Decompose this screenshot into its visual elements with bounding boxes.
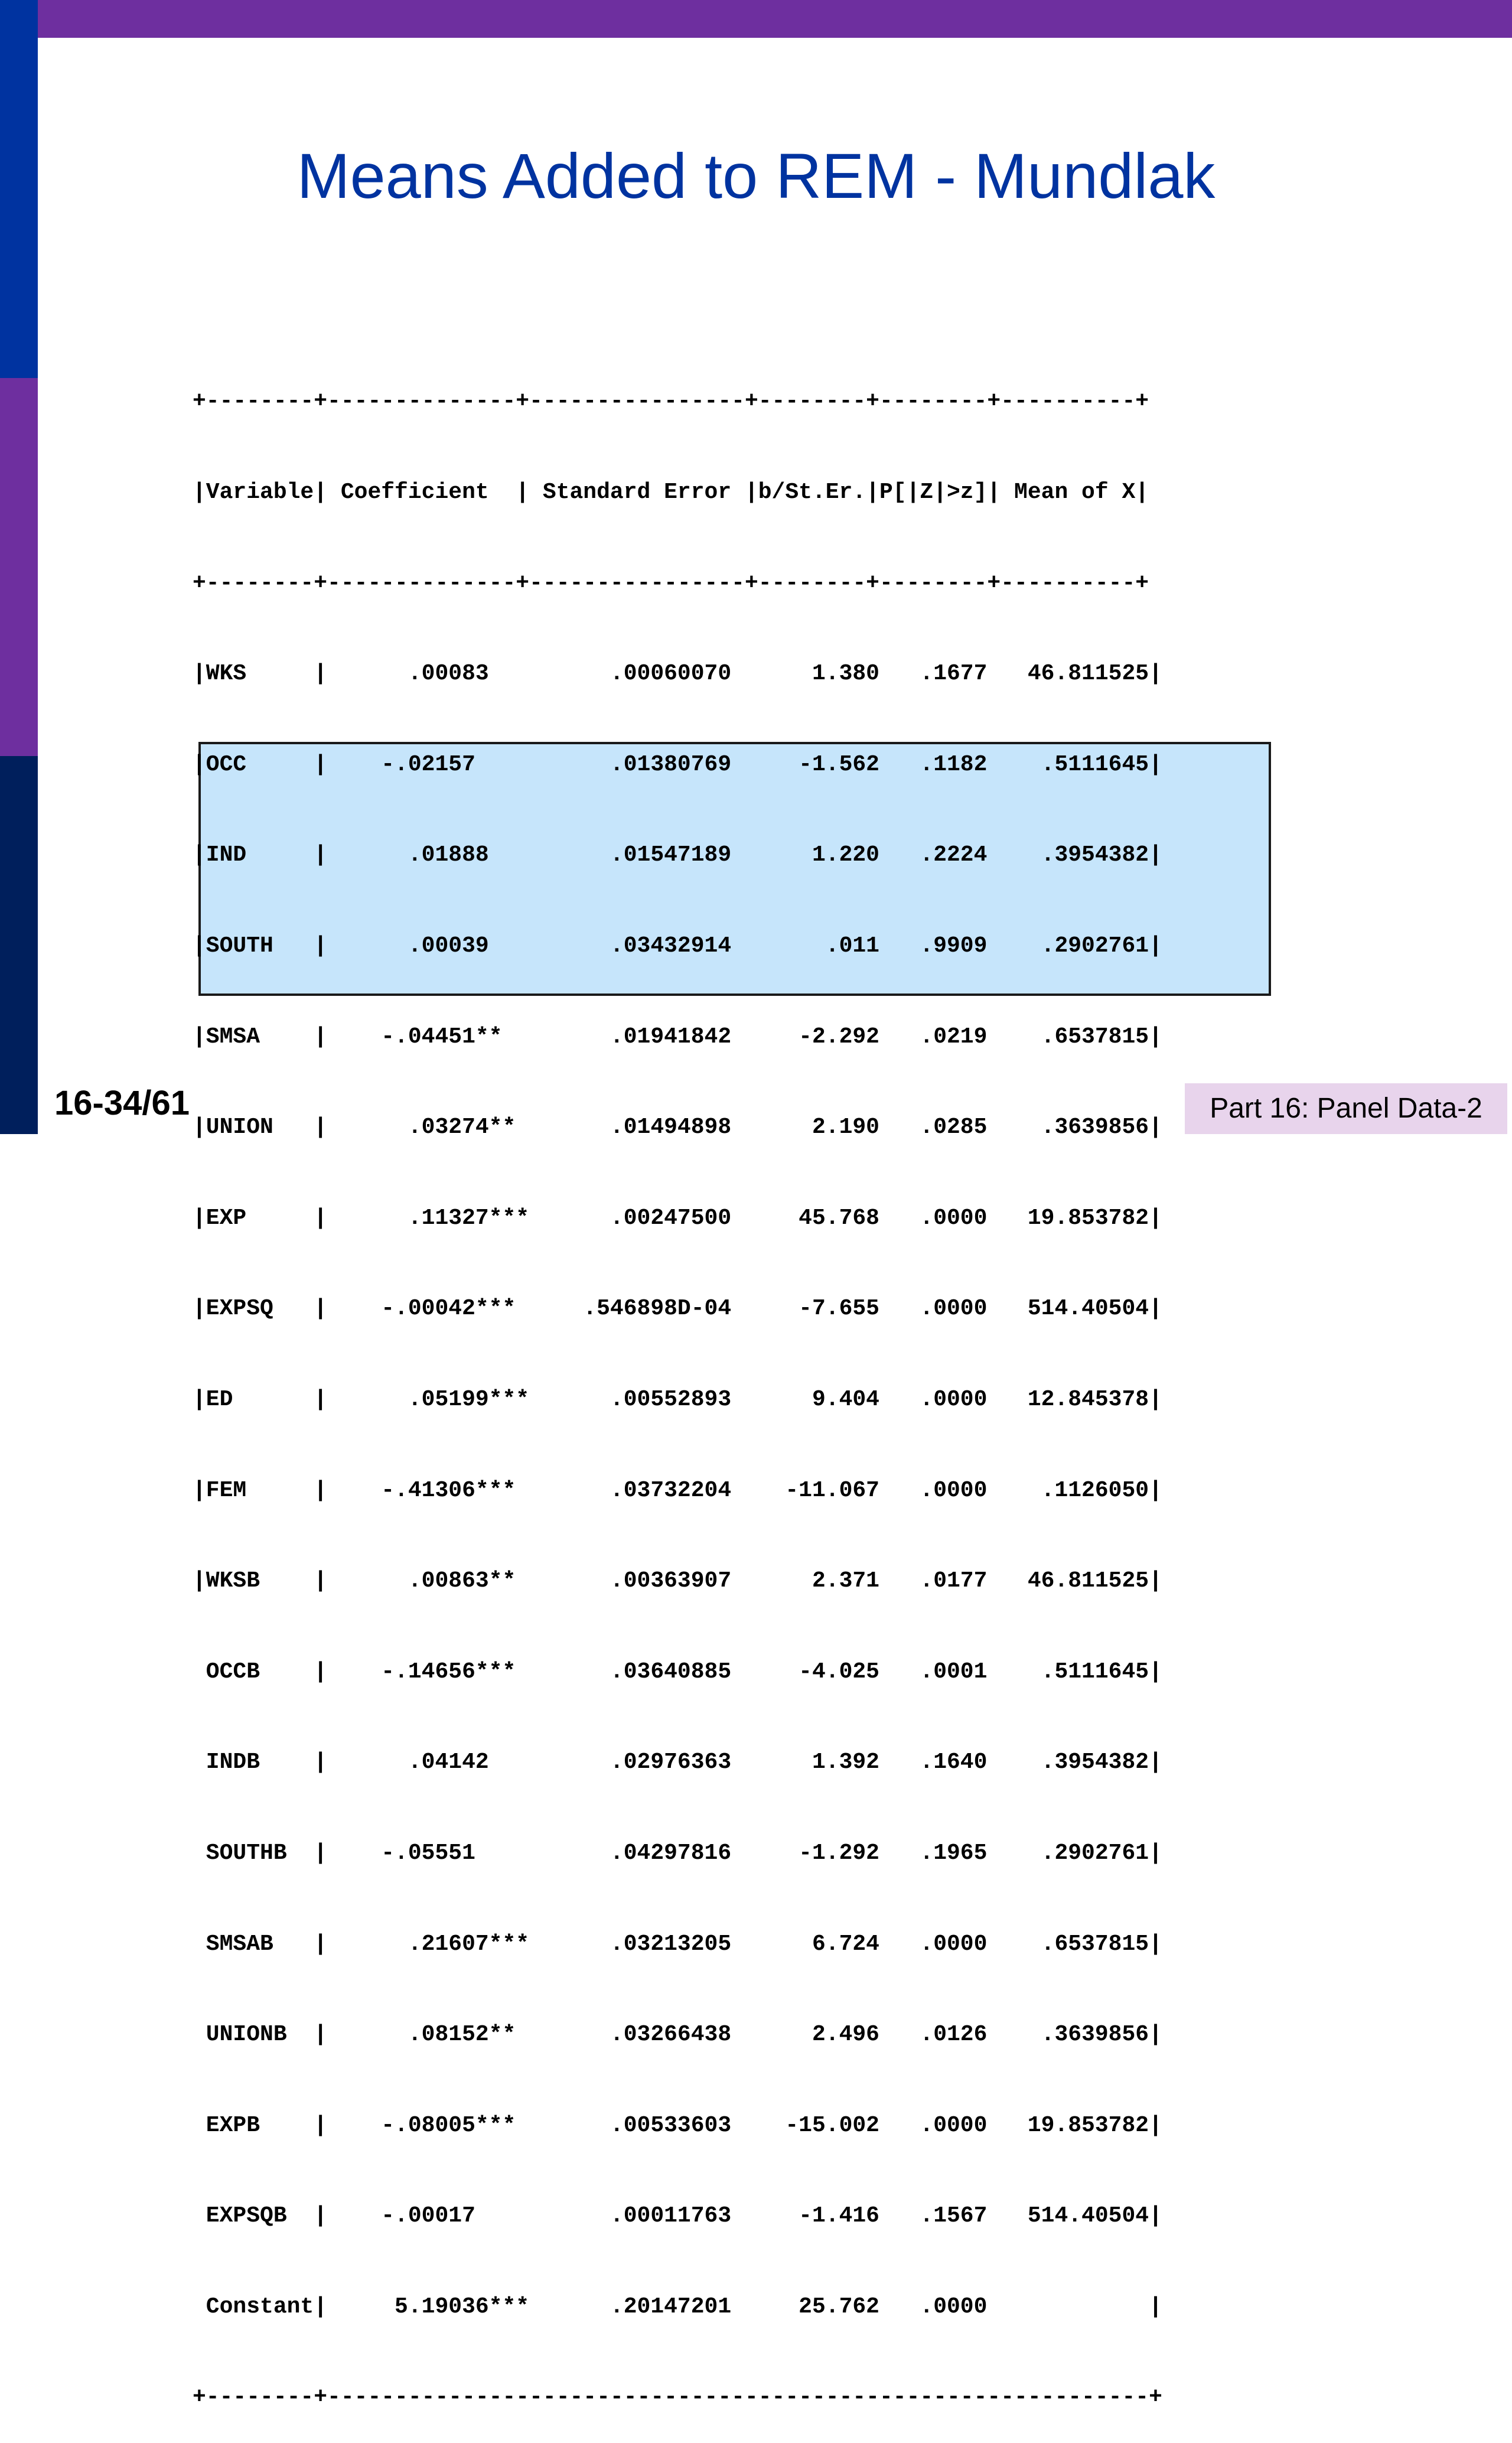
table-row: |OCC | -.02157 .01380769 -1.562 .1182 .5111645|	[193, 751, 1162, 777]
left-bar-segment-blue	[0, 0, 38, 378]
table-row: EXPB | -.08005*** .00533603 -15.002 .0000 19.853782|	[193, 2112, 1162, 2138]
regression-output-table	[193, 326, 1162, 2443]
table-row: |IND | .01888 .01547189 1.220 .2224 .3954382|	[193, 842, 1162, 868]
table-row: |UNION | .03274** .01494898 2.190 .0285 .3639856|	[193, 1115, 1162, 1141]
top-accent-bar	[0, 0, 1512, 38]
table-row: |WKS | .00083 .00060070 1.380 .1677 46.811525|	[193, 661, 1162, 687]
footer-box	[1185, 1083, 1507, 1134]
table-row: OCCB | -.14656*** .03640885 -4.025 .0001 .5111645|	[193, 1659, 1162, 1685]
footer-label: Part 16: Panel Data-2	[1210, 1093, 1482, 1124]
table-row: UNIONB | .08152** .03266438 2.496 .0126 .3639856|	[193, 2022, 1162, 2048]
table-border-mid: +--------+--------------+----------------+--------+--------+----------+	[193, 570, 1149, 596]
slide-title: Means Added to REM - Mundlak	[296, 140, 1216, 211]
table-row: EXPSQB | -.00017 .00011763 -1.416 .1567 514.40504|	[193, 2203, 1162, 2229]
left-bar-segment-navy	[0, 756, 38, 1134]
table-border-top: +--------+--------------+----------------+--------+--------+----------+	[193, 389, 1149, 415]
table-row: SMSAB | .21607*** .03213205 6.724 .0000 .6537815|	[193, 1931, 1162, 1957]
table-row: |SMSA | -.04451** .01941842 -2.292 .0219 .6537815|	[193, 1024, 1162, 1050]
left-bar-segment-purple	[0, 378, 38, 756]
table-row: |EXPSQ | -.00042*** .546898D-04 -7.655 .0000 514.40504|	[193, 1296, 1162, 1322]
table-row: Constant| 5.19036*** .20147201 25.762 .0000 |	[193, 2294, 1162, 2320]
table-row: |EXP | .11327*** .00247500 45.768 .0000 19.853782|	[193, 1205, 1162, 1231]
table-row: |ED | .05199*** .00552893 9.404 .0000 12.845378|	[193, 1386, 1162, 1412]
table-row: SOUTHB | -.05551 .04297816 -1.292 .1965 .2902761|	[193, 1840, 1162, 1866]
table-border-bottom: +--------+-------------------------------------------------------------+	[193, 2385, 1162, 2411]
left-accent-bar	[0, 0, 38, 1134]
table-row: |FEM | -.41306*** .03732204 -11.067 .0000 .1126050|	[193, 1477, 1162, 1503]
table-row: |SOUTH | .00039 .03432914 .011 .9909 .2902761|	[193, 933, 1162, 959]
page-number: 16-34/61	[54, 1084, 190, 1122]
table-row: INDB | .04142 .02976363 1.392 .1640 .3954382|	[193, 1750, 1162, 1776]
table-row: |WKSB | .00863** .00363907 2.371 .0177 46.811525|	[193, 1568, 1162, 1594]
table-header: |Variable| Coefficient | Standard Error |b/St.Er.|P[|Z|>z]| Mean of X|	[193, 480, 1149, 505]
